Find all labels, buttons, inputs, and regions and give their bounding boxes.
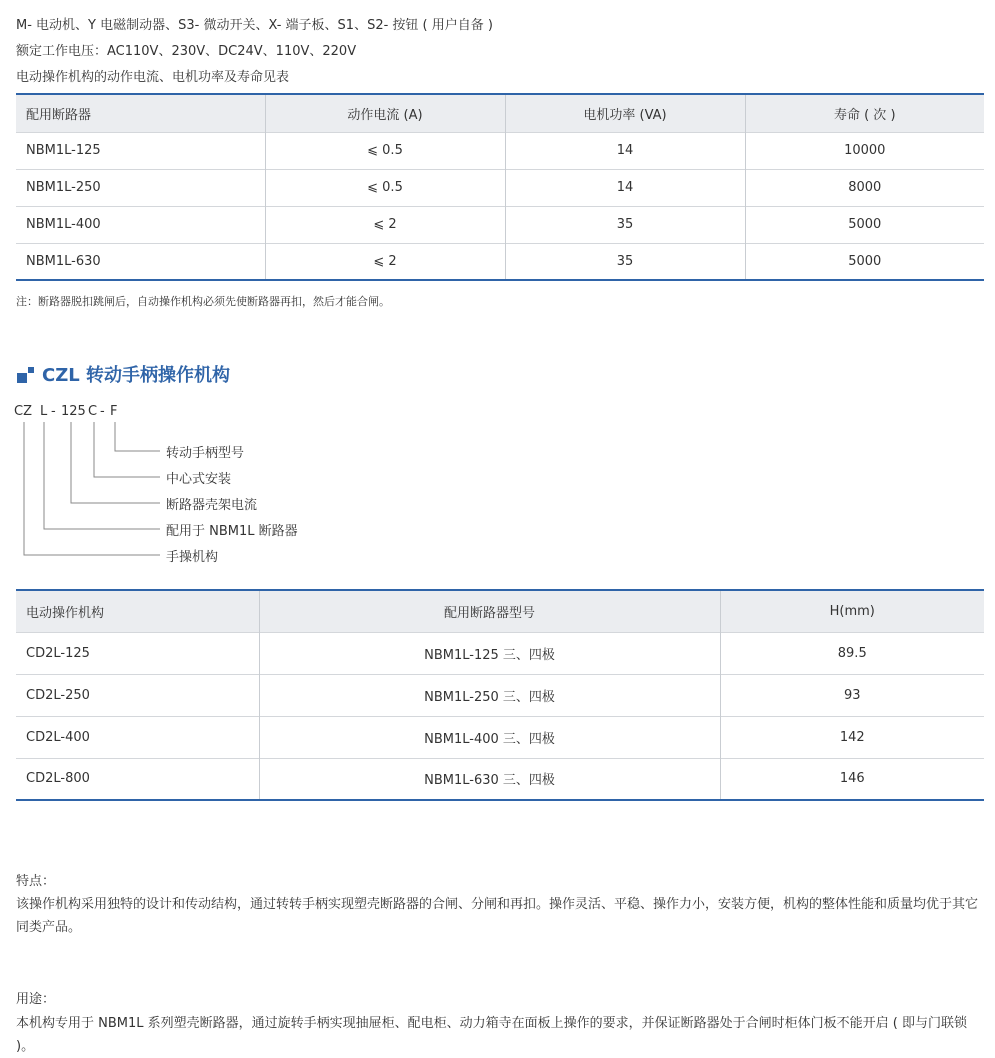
table-caption: 电动操作机构的动作电流、电机功率及寿命见表 [16,70,290,85]
code-label-current: 断路器壳架电流 [166,498,258,513]
cell-current: ⩽ 2 [265,243,505,280]
table-header-row [16,94,984,132]
code-label-breaker: 配用于 NBM1L 断路器 [166,524,298,539]
cell-breaker-model: NBM1L-630 三、四极 [259,758,720,800]
header-power: 电机功率 (VA) [505,94,745,132]
table-row [16,758,984,800]
cell-power: 35 [505,243,745,280]
blue-squares-icon [16,364,36,384]
cell-mechanism: CD2L-125 [16,632,259,674]
table-row [16,674,984,716]
cell-current: ⩽ 0.5 [265,132,505,169]
table-row [16,632,984,674]
cell-power: 35 [505,206,745,243]
cell-breaker: NBM1L-630 [16,243,265,280]
table-row [16,169,984,206]
header-breaker-model: 配用断路器型号 [259,590,720,632]
code-label-model: 转动手柄型号 [166,446,245,461]
header-breaker: 配用断路器 [16,94,265,132]
usage-heading: 用途： [16,992,56,1007]
table-row [16,716,984,758]
code-part-l: L [40,404,48,419]
usage-text: 本机构专用于 NBM1L 系列塑壳断路器，通过旋转手柄实现抽屉柜、配电柜、动力箱寺在面板上操作的要求，并保证断路器处于合闸时柜体门板不能开启 ( 即与门联锁 )。 [16,1016,967,1054]
leader-line-model [115,422,160,451]
table-header-row [16,590,984,632]
header-current: 动作电流 (A) [265,94,505,132]
section-title [16,361,230,387]
operating-current-table [16,93,984,281]
section-title-text: CZL 转动手柄操作机构 [42,365,230,386]
cell-power: 14 [505,169,745,206]
cell-height: 93 [720,674,984,716]
cell-life: 5000 [745,243,984,280]
legend-text: M- 电动机、Y 电磁制动器、S3- 微动开关、X- 端子板、S1、S2- 按钮 ( 用户自备 ) [16,18,493,33]
cell-mechanism: CD2L-800 [16,758,259,800]
mechanism-dimension-table [16,589,984,801]
cell-breaker: NBM1L-125 [16,132,265,169]
features-text: 该操作机构采用独特的设计和传动结构，通过转转手柄实现塑壳断路器的合闸、分闸和再扣。操作灵活、平稳、操作力小，安装方便，机构的整体性能和质量均优于其它同类产品。 [16,897,979,935]
cell-breaker: NBM1L-250 [16,169,265,206]
cell-power: 14 [505,132,745,169]
leader-line-mount [94,422,160,477]
cell-height: 89.5 [720,632,984,674]
table-row [16,243,984,280]
features-heading: 特点： [16,874,56,889]
cell-breaker-model: NBM1L-250 三、四极 [259,674,720,716]
cell-current: ⩽ 0.5 [265,169,505,206]
rated-voltage-text: 额定工作电压：AC110V、230V、DC24V、110V、220V [16,44,357,59]
table-row [16,132,984,169]
cell-breaker-model: NBM1L-125 三、四极 [259,632,720,674]
cell-height: 142 [720,716,984,758]
header-mechanism: 电动操作机构 [16,590,259,632]
code-part-dash: - [51,404,56,419]
cell-mechanism: CD2L-250 [16,674,259,716]
cell-mechanism: CD2L-400 [16,716,259,758]
header-height: H(mm) [720,590,984,632]
code-label-handle: 手操机构 [166,550,219,565]
table-note: 注：断路器脱扣跳闸后，自动操作机构必须先使断路器再扣，然后才能合闸。 [16,295,390,308]
cell-height: 146 [720,758,984,800]
code-part-c: C [88,404,98,419]
code-label-mount: 中心式安装 [166,472,232,487]
leader-line-breaker [44,422,160,529]
code-part-cz: CZ [14,404,32,419]
code-part-dash: - [100,404,105,419]
model-code-diagram [0,400,400,575]
table-row [16,206,984,243]
cell-breaker-model: NBM1L-400 三、四极 [259,716,720,758]
code-part-125: 125 [61,404,86,419]
header-life: 寿命 ( 次 ) [745,94,984,132]
cell-breaker: NBM1L-400 [16,206,265,243]
cell-current: ⩽ 2 [265,206,505,243]
code-part-f: F [110,404,118,419]
cell-life: 10000 [745,132,984,169]
cell-life: 8000 [745,169,984,206]
cell-life: 5000 [745,206,984,243]
